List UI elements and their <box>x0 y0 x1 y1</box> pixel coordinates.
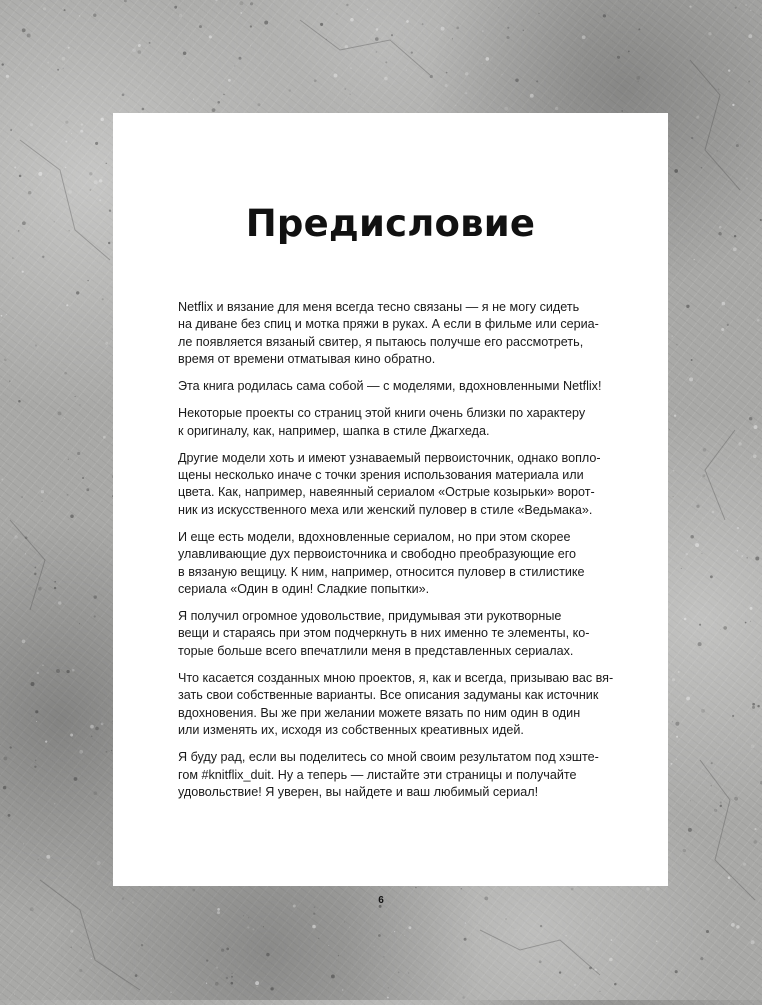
text-line: сериала «Один в один! Сладкие попытки». <box>178 582 430 597</box>
paragraph <box>178 405 618 440</box>
text-line: Другие модели хоть и имеют узнаваемый первоисточник, однако вопло- <box>178 450 601 465</box>
text-line: Я буду рад, если вы поделитесь со мной своим результатом под хэште- <box>178 750 599 765</box>
book-page <box>113 113 668 886</box>
page-title: Предисловие <box>245 202 536 245</box>
text-line: ле появляется вязаный свитер, я пытаюсь получше его рассмотреть, <box>178 334 584 349</box>
text-line: удовольствие! Я уверен, вы найдете и ваш любимый сериал! <box>178 784 539 799</box>
text-line: в вязаную вещицу. К ним, например, относится пуловер в стилистике <box>178 564 585 579</box>
text-line: Netflix и вязание для меня всегда тесно связаны — я не могу сидеть <box>178 300 580 314</box>
body-text <box>178 299 618 811</box>
paragraph <box>178 378 618 395</box>
paragraph <box>178 608 618 660</box>
paragraph <box>178 749 618 801</box>
text-line: улавливающие дух первоисточника и свободно преобразующие его <box>178 547 577 562</box>
text-line: И еще есть модели, вдохновленные сериалом, но при этом скорее <box>178 529 571 544</box>
page-number: 6 <box>378 895 384 906</box>
text-line: гом #knitflix_duit. Ну а теперь — листайте эти страницы и получайте <box>178 767 577 782</box>
text-line: Что касается созданных мною проектов, я, как и всегда, призываю вас вя- <box>178 670 614 685</box>
paragraph <box>178 450 618 520</box>
text-line: Эта книга родилась сама собой — с моделями, вдохновленными Netflix! <box>178 379 602 394</box>
paragraph <box>178 299 618 369</box>
paragraph <box>178 670 618 740</box>
text-line: вдохновения. Вы же при желании можете вязать по ним один в один <box>178 705 581 720</box>
text-line: Некоторые проекты со страниц этой книги очень близки по характеру <box>178 406 586 421</box>
text-line: щены несколько иначе с точки зрения использования материала или <box>178 468 584 483</box>
text-line: Я получил огромное удовольствие, придумывая эти рукотворные <box>178 609 562 624</box>
text-line: или изменять их, исходя из собственных креативных идей. <box>178 723 524 738</box>
text-line: торые больше всего впечатлили меня в представленных сериалах. <box>178 643 574 658</box>
text-line: ник из искусственного меха или женский пуловер в стиле «Ведьмака». <box>178 502 593 517</box>
text-line: к оригиналу, как, например, шапка в стиле Джагхеда. <box>178 423 490 438</box>
text-line: на диване без спиц и мотка пряжи в руках. А если в фильме или сериа- <box>178 317 599 332</box>
text-line: вещи и стараясь при этом подчеркнуть в них именно те элементы, ко- <box>178 626 590 641</box>
text-line: время от времени отматывая кино обратно. <box>178 352 436 367</box>
paragraph <box>178 529 618 599</box>
text-line: цвета. Как, например, навеянный сериалом «Острые козырьки» ворот- <box>178 485 595 500</box>
text-line: зать свои собственные варианты. Все описания задуманы как источник <box>178 688 599 703</box>
